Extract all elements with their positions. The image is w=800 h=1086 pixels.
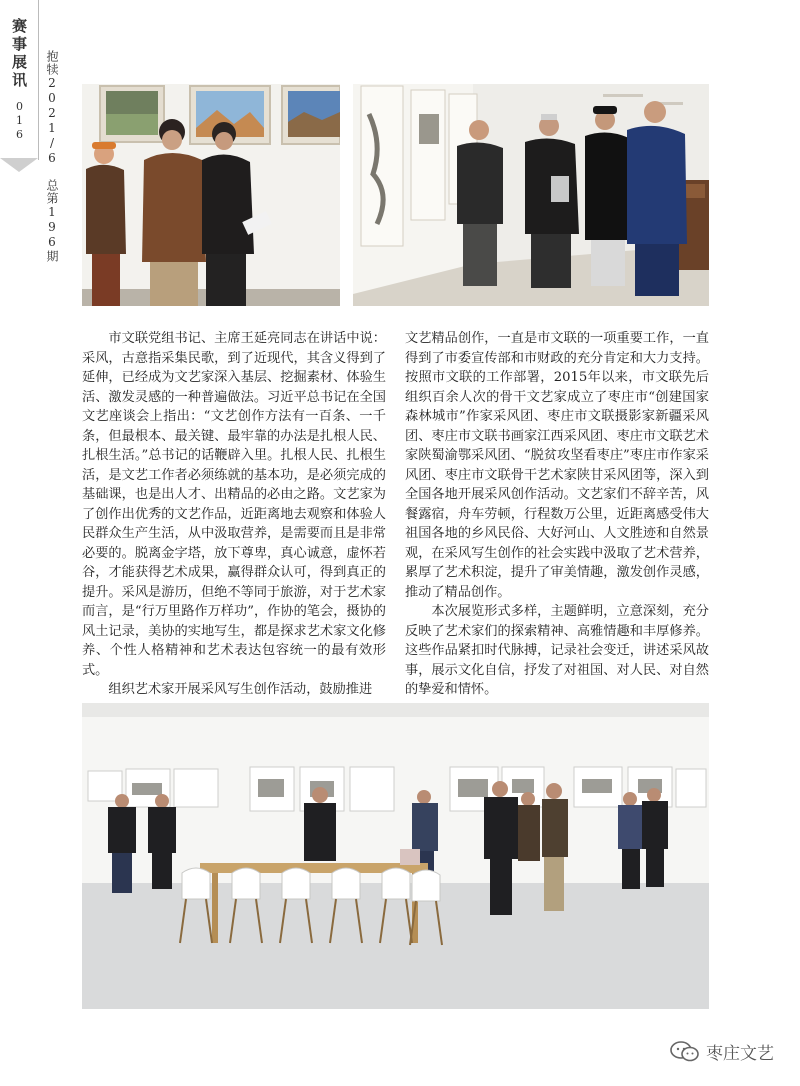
wechat-icon: [670, 1041, 700, 1063]
article-column-left: [82, 329, 386, 700]
article-paragraph: 组织艺术家开展采风写生创作活动，鼓励推进: [108, 682, 373, 697]
photo-visitors-viewing-landscapes: [82, 84, 340, 306]
article-paragraph: 文艺精品创作，一直是市文联的一项重要工作，一直得到了市委宣传部和市财政的充分肯定和大力支持。按照市文联的工作部署，2015年以来，市文联先后组织百余人次的骨干文艺家成立了枣庄市“创建国家森林城市”作家采风团、枣庄市文联摄影家新疆采风团、枣庄市文联书画家江西采风团、枣庄市文联艺术家陕蜀渝鄂采风团、“脱贫攻坚看枣庄”枣庄市作家采风团、枣庄市文联骨干艺术家陕甘采风团等，深入到全国各地开展采风创作活动。文艺家们不辞辛苦，风餐露宿，舟车劳顿，行程数万公里，近距离感受伟大祖国各地的乡风民俗、大好河山、人文胜迹和自然景观，在采风写生创作的社会实践中汲取了艺术营养，累厚了艺术积淀，提升了审美情趣，激发创作灵感，推动了精品创作。: [405, 331, 709, 600]
source-watermark: [670, 1039, 774, 1064]
photo-exhibition-hall-table: [82, 703, 709, 1009]
issue-info: 抱犊2021/6 总第196期: [45, 50, 59, 263]
page-number: 016: [13, 100, 26, 142]
photo-officials-touring-gallery: [353, 84, 709, 306]
section-title: 赛事展讯: [10, 18, 28, 90]
watermark-text: 枣庄文艺: [706, 1044, 774, 1064]
article-paragraph: 市文联党组书记、主席王延亮同志在讲话中说：采风，古意指采集民歌，到了近现代，其含义得到了延伸，已经成为文艺家深入基层、挖掘素材、体验生活、激发灵感的一种普遍做法。习近平总书记在全国文艺座谈会上指出：“文艺创作方法有一百条、一千条，但最根本、最关键、最牢靠的办法是扎根人民、扎根生活。”总书记的话鞭辟入里。扎根人民、扎根生活，是文艺工作者必须练就的基本功，是必须完成的基础课，也是出人才、出精品的必由之路。文艺家为了创作出优秀的文艺作品，近距离地去观察和体验人民群众生产生活，从中汲取营养，是需要而且是非常必要的。脱离金字塔，放下尊卑，真心诚意，虚怀若谷，才能获得艺术成果，赢得群众认可，得到真正的提升。采风是游历，但绝不等同于旅游，对于艺术家而言，是“行万里路作万样功”，作协的笔会，摄协的风土记录，美协的实地写生，都是探求艺术家文化修养、个性人格精神和艺术表达包容统一的最有效形式。: [82, 331, 386, 678]
article-column-right: [405, 329, 709, 700]
article-paragraph: 本次展览形式多样，主题鲜明，立意深刻，充分反映了艺术家们的探索精神、高雅情趣和丰厚修养。这些作品紧扣时代脉搏，记录社会变迁，讲述采风故事，展示文化自信，抒发了对祖国、对人民、对自然的挚爱和情怀。: [405, 604, 709, 697]
